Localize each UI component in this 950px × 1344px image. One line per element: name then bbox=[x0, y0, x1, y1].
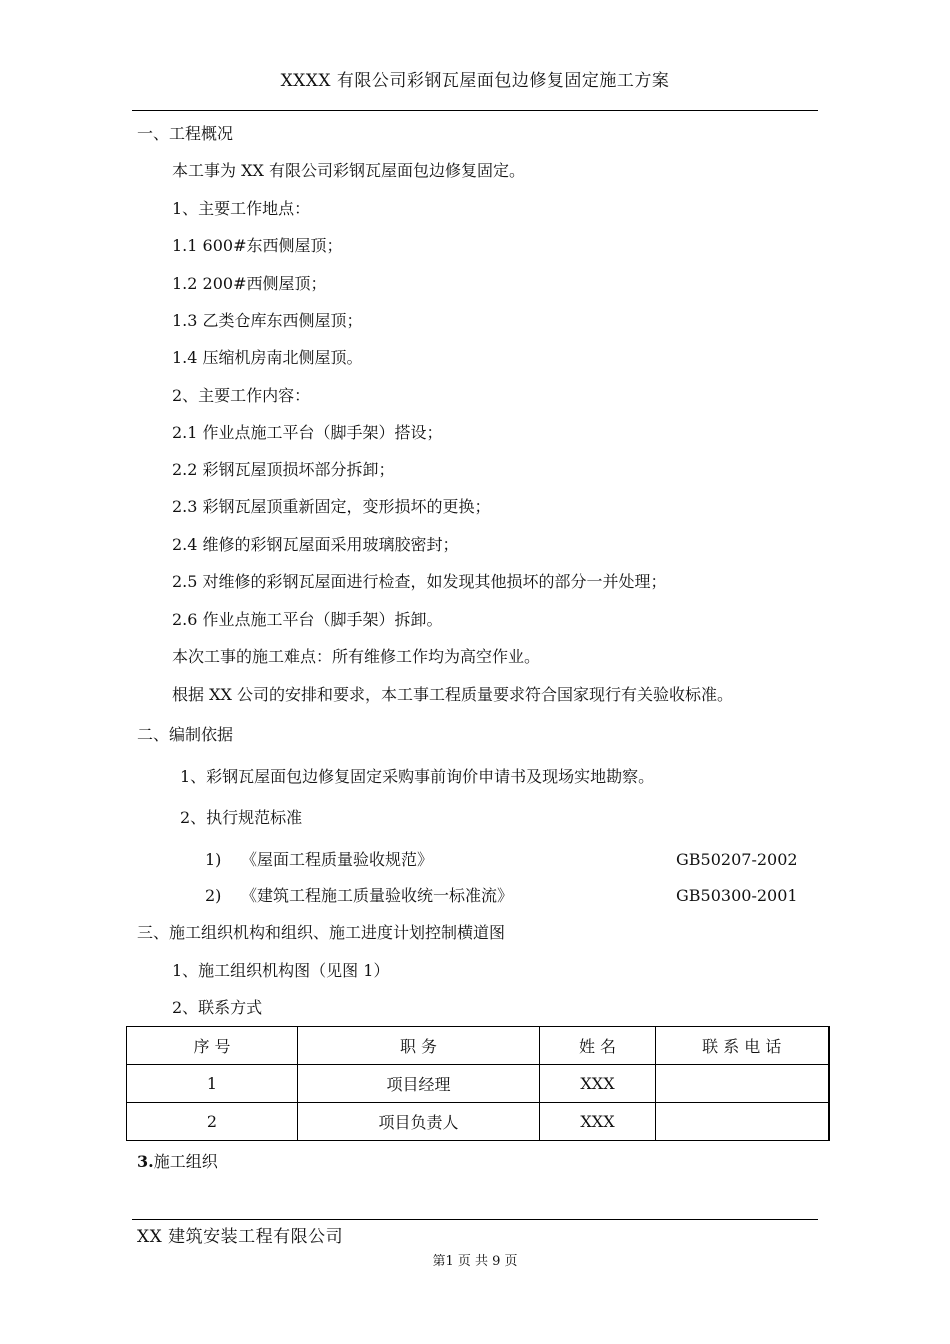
column-header: 姓 名 bbox=[540, 1027, 656, 1065]
table-cell: XXX bbox=[540, 1065, 656, 1103]
locations-heading: 1、主要工作地点： bbox=[172, 199, 311, 218]
contents-heading: 2、主要工作内容： bbox=[172, 386, 311, 405]
content-item: 2.6 作业点施工平台（脚手架）拆卸。 bbox=[172, 610, 443, 629]
column-header: 序 号 bbox=[127, 1027, 298, 1065]
standard-number: 1) bbox=[205, 850, 222, 869]
table-cell: 2 bbox=[127, 1103, 298, 1141]
table-row bbox=[127, 1103, 829, 1141]
table-cell: XXX bbox=[540, 1103, 656, 1141]
content-item: 2.2 彩钢瓦屋顶损坏部分拆卸； bbox=[172, 460, 395, 479]
construction-org-heading bbox=[137, 1152, 218, 1172]
table-cell bbox=[656, 1065, 829, 1103]
table-cell: 项目经理 bbox=[298, 1065, 540, 1103]
table-cell: 项目负责人 bbox=[298, 1103, 540, 1141]
content-item: 2.4 维修的彩钢瓦屋面采用玻璃胶密封； bbox=[172, 535, 459, 554]
section-2-heading: 二、编制依据 bbox=[137, 725, 234, 744]
header-rule bbox=[132, 110, 818, 111]
standard-name: 《建筑工程施工质量验收统一标准流》 bbox=[241, 886, 514, 905]
basis-item: 2、执行规范标准 bbox=[180, 808, 303, 827]
quality-paragraph: 根据 XX 公司的安排和要求，本工事工程质量要求符合国家现行有关验收标准。 bbox=[172, 685, 733, 704]
section-3-heading: 三、施工组织机构和组织、施工进度计划控制横道图 bbox=[137, 923, 506, 942]
standard-code: GB50300-2001 bbox=[676, 886, 798, 905]
document-header-title: XXXX 有限公司彩钢瓦屋面包边修复固定施工方案 bbox=[280, 71, 670, 91]
standard-name: 《屋面工程质量验收规范》 bbox=[241, 850, 434, 869]
content-item: 2.5 对维修的彩钢瓦屋面进行检查，如发现其他损坏的部分一并处理； bbox=[172, 572, 667, 591]
location-item: 1.1 600#东西侧屋顶； bbox=[172, 236, 343, 255]
table-cell: 1 bbox=[127, 1065, 298, 1103]
org-chart-item: 1、施工组织机构图（见图 1） bbox=[172, 961, 390, 980]
construction-org-number: 3. bbox=[137, 1152, 154, 1171]
column-header: 职 务 bbox=[298, 1027, 540, 1065]
footer-company: XX 建筑安装工程有限公司 bbox=[137, 1227, 344, 1247]
contact-table bbox=[126, 1026, 830, 1141]
standard-code: GB50207-2002 bbox=[676, 850, 798, 869]
section-1-heading: 一、工程概况 bbox=[137, 124, 234, 143]
basis-item: 1、彩钢瓦屋面包边修复固定采购事前询价申请书及现场实地勘察。 bbox=[180, 767, 655, 786]
location-item: 1.3 乙类仓库东西侧屋顶； bbox=[172, 311, 363, 330]
difficulty-paragraph: 本次工事的施工难点：所有维修工作均为高空作业。 bbox=[172, 647, 541, 666]
table-header-row bbox=[127, 1027, 829, 1065]
content-item: 2.3 彩钢瓦屋顶重新固定，变形损坏的更换； bbox=[172, 497, 491, 516]
contact-heading: 2、联系方式 bbox=[172, 998, 263, 1017]
footer-rule bbox=[132, 1219, 818, 1220]
location-item: 1.2 200#西侧屋顶； bbox=[172, 274, 327, 293]
construction-org-text: 施工组织 bbox=[153, 1152, 218, 1171]
table-row bbox=[127, 1065, 829, 1103]
intro-paragraph: 本工事为 XX 有限公司彩钢瓦屋面包边修复固定。 bbox=[172, 161, 525, 180]
standard-number: 2) bbox=[205, 886, 222, 905]
location-item: 1.4 压缩机房南北侧屋顶。 bbox=[172, 348, 363, 367]
table-cell bbox=[656, 1103, 829, 1141]
page-number: 第1 页 共 9 页 bbox=[432, 1254, 518, 1269]
content-item: 2.1 作业点施工平台（脚手架）搭设； bbox=[172, 423, 443, 442]
column-header: 联 系 电 话 bbox=[656, 1027, 829, 1065]
